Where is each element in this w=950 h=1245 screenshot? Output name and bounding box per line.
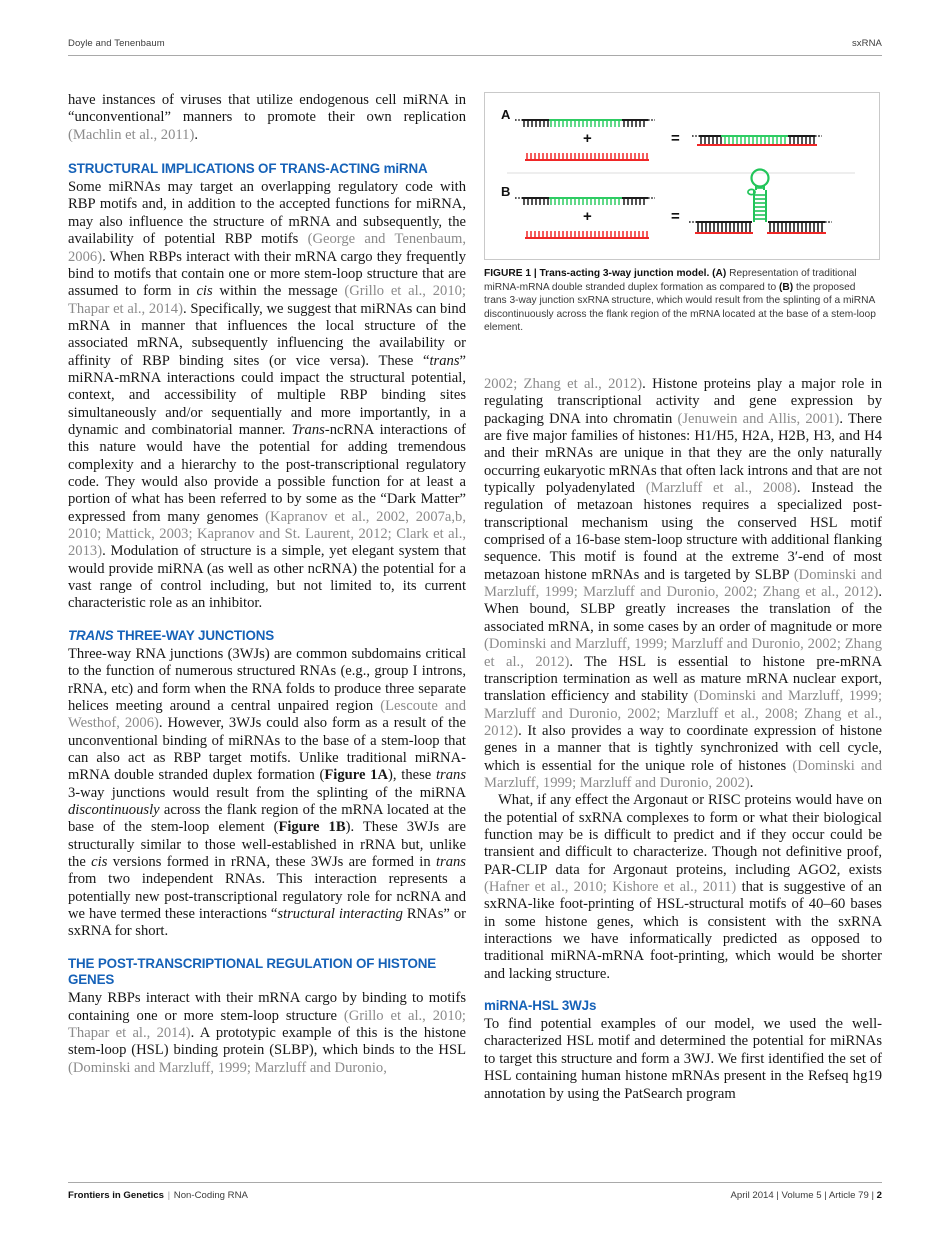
paragraph-structural-implications — [68, 179, 466, 613]
panel-a-equals-symbol: = — [671, 130, 680, 147]
footer-section: Non-Coding RNA — [173, 1190, 248, 1201]
figure-1-image — [484, 92, 880, 260]
text-run: To find potential examples of our model, we used the well-characterized HSL motif and determined the potential for miRNAs to target this structure and form a 3WJ. We first identified the set of HSL containing human histone mRNAs present in the Refseq hg19 annotation by using the PatSearch program — [484, 1016, 882, 1102]
section-heading-histone-genes — [68, 956, 466, 989]
emphasis: cis — [196, 283, 213, 300]
section-heading-trans-three-way-junctions — [68, 628, 466, 645]
text-run: . There are five major families of histones: H1/H5, H2A, H2B, H3, and H4 and their mRNAs are unique in that they are the only naturally occurring eukaryotic mRNAs that often lack introns and that are not typically polyadenylated — [484, 410, 882, 497]
text-run: across the flank region of the mRNA located at the base of the stem-loop element ( — [68, 801, 466, 836]
stem-loop-element — [748, 170, 769, 223]
caption-panel-b-tag: (B) — [779, 281, 794, 293]
citation: (George and Tenenbaum, 2006) — [68, 231, 466, 265]
panel-a-label: A — [501, 107, 511, 122]
text-run: that is suggestive of an sxRNA-like foot-printing of HSL-structural motifs of 40–60 bases in some histone genes, which is consistent with the sxRNA interactions we have informatically predicted as opposed to traditional miRNA-mRNA foot-printing, which would be shorter and lacking structure. — [484, 878, 882, 982]
caption-panel-a-text: Representation of traditional miRNA-mRNA double stranded duplex formation as compared to — [484, 268, 857, 293]
emphasis: trans — [435, 853, 466, 870]
text-run: . Modulation of structure is a simple, yet elegant system that would provide miRNA (as well as other ncRNA) the potential for a vast range of control including, but not limited to, its current characteristic role as an inhibitor. — [68, 543, 466, 612]
emphasis: trans — [436, 767, 467, 784]
panel-b-label: B — [501, 184, 511, 199]
citation: (Dominski and Marzluff, 1999; Marzluff and Duronio, 2002) — [484, 757, 883, 791]
terminal-loop — [752, 170, 769, 187]
emphasis: discontinuously — [68, 801, 160, 818]
panel-b-three-way-junction-result — [689, 170, 832, 234]
figure-1-diagram — [485, 93, 879, 259]
footer-page-number: 2 — [876, 1190, 882, 1201]
caption-title: FIGURE 1 | Trans-acting 3-way junction model. — [484, 268, 713, 279]
citation: (Jenuwein and Allis, 2001) — [677, 410, 840, 427]
citation: (Grillo et al., 2010; Thapar et al., 2014) — [68, 283, 466, 317]
text-run: within the message — [212, 283, 345, 300]
caption-panel-a-tag: (A) — [712, 268, 727, 279]
figure-reference-1b: Figure 1B — [278, 819, 346, 836]
text-run: What, if any effect the Argonaut or RISC proteins would have on the potential of sxRNA complexes to form or what their biological function may be is difficult to predict and if they occur could be transient and difficult to characterize. Though not definitive proof, PAR-CLIP data for Argonaut proteins, including AGO2, exists — [484, 792, 882, 878]
panel-b-plus-symbol: + — [583, 208, 592, 225]
text-run: . However, 3WJs could also form as a result of the unconventional binding of miRNAs to the base of a stem-loop that can also act as RBP target motifs. Unlike traditional miRNA-mRNA double stranded duplex formation ( — [68, 715, 466, 784]
paragraph-mirna-hsl — [484, 1016, 882, 1103]
text-run: . It also provides a way to coordinate expression of histone genes in a manner that is tightly synchronized with cell cycle, which is essential for the unique role of histones — [484, 722, 882, 774]
emphasis: trans — [429, 352, 460, 369]
citation: (Dominski and Marzluff, 1999; Marzluff and Duronio, 2002; Marzluff et al., 2008; Zhang et al., 2012) — [484, 688, 882, 739]
heading-text: THREE-WAY JUNCTIONS — [113, 627, 275, 643]
heading-text-italic: TRANS — [68, 627, 114, 643]
text-run: Many RBPs interact with their mRNA cargo by binding to motifs containing one or more stem-loop structure — [68, 990, 466, 1024]
section-heading-mirna-hsl-3wjs — [484, 998, 882, 1015]
paragraph-histone-regulation — [68, 990, 466, 1077]
paragraph-continued — [68, 92, 466, 144]
citation: (Kapranov et al., 2002, 2007a,b, 2010; Mattick, 2003; Kapranov and St. Laurent, 2012; Clark et al., 2013) — [68, 508, 466, 560]
text-run: -ncRNA interactions of this nature would have the potential for adding tremendous complexity and a hierarchy to the post-transcriptional regulatory code. They would also provide a possible function for at least a portion of what has been referred to by some as the “Dark Matter” expressed from many genomes — [68, 421, 466, 525]
caption-panel-b-text: the proposed trans 3-way junction sxRNA structure, which would result from the splinting of a miRNA discontinuously across the flank region of the mRNA located at the base of a stem-loop element. — [484, 281, 876, 334]
text-run: . When RBPs interact with their mRNA cargo they frequently bind to motifs that contain one or more stem-loop structure that are assumed to form in — [68, 248, 466, 300]
section-heading-structural-implications — [68, 161, 466, 178]
text-run: . Specifically, we suggest that miRNAs can bind mRNA in manner that influences the local structure of the associated mRNA, subsequently influencing the availability or affinity of RBP binding sites (or vice versa). These “ — [68, 300, 466, 369]
text-run: RNAs” or sxRNA for short. — [68, 905, 466, 940]
text-run: versions formed in rRNA, these 3WJs are formed in — [107, 853, 436, 870]
text-run: ), these — [388, 767, 436, 784]
heading-text: miRNA-HSL 3WJs — [484, 998, 597, 1014]
citation: (Marzluff et al., 2008) — [645, 480, 797, 497]
text-run: . — [194, 126, 198, 143]
footer-issue: April 2014 | Volume 5 | Article 79 | — [730, 1190, 877, 1201]
footer-separator: | — [164, 1190, 173, 1201]
text-run: . Instead the regulation of metazoan histones requires a specialized post-transcriptional mechanism using the conserved HSL motif comprised of a 16-base stem-loop structure with additional flanking sequence. This motif is found at the extreme 3′-end of most metazoan histone mRNAs and is targeted by SLBP — [484, 480, 883, 583]
text-run: . A prototypic example of this is the histone stem-loop (HSL) binding protein (SLBP), which binds to the HSL — [68, 1025, 466, 1059]
figure-1-caption — [484, 267, 880, 335]
footer-journal: Frontiers in Genetics — [68, 1190, 164, 1201]
text-run: . Histone proteins play a major role in regulating transcriptional activity and gene expression by packaging DNA into chromatin — [484, 376, 882, 427]
text-run: . — [749, 774, 754, 791]
page-footer — [68, 1190, 882, 1201]
panel-b-mirna-strand — [525, 231, 649, 238]
text-run: ” miRNA-mRNA interactions could impact the structural potential, context, and accessibility of multiple RBP binding sites simultaneously and/or sequentially and more importantly, in a dynamic and combinatorial manner. — [68, 352, 466, 438]
text-run: 3-way junctions would result from the splinting of the miRNA — [68, 784, 466, 801]
citation: 2002; Zhang et al., 2012) — [484, 376, 643, 392]
text-run: Three-way RNA junctions (3WJs) are common subdomains critical to the function of numerous structured RNAs (e.g., group I introns, rRNA, etc) and form when the RNA folds to produce three separate helices meeting around a central unpaired region — [68, 645, 466, 714]
text-run: have instances of viruses that utilize endogenous cell miRNA in “unconventional” manners to promote their own replication — [68, 92, 466, 126]
emphasis: cis — [91, 853, 108, 870]
panel-a-mrna-strand — [515, 120, 655, 127]
citation: (Lescoute and Westhof, 2006) — [68, 697, 466, 732]
text-run: ). These 3WJs are structurally similar to those well-established in rRNA but, unlike the — [68, 819, 466, 870]
panel-a-plus-symbol: + — [583, 130, 592, 147]
right-column — [484, 376, 882, 1103]
emphasis: Trans — [291, 421, 325, 438]
running-head-rule — [68, 55, 882, 56]
citation: (Dominski and Marzluff, 1999; Marzluff and Duronio, — [68, 1059, 387, 1076]
left-column — [68, 92, 466, 1077]
heading-text: THE POST-TRANSCRIPTIONAL REGULATION OF HISTONE GENES — [68, 955, 437, 988]
paragraph-three-way-junctions — [68, 646, 466, 941]
citation: (Dominski and Marzluff, 1999; Marzluff and Duronio, 2002; Zhang et al., 2012) — [484, 566, 882, 601]
footer-rule — [68, 1182, 882, 1183]
running-head-authors: Doyle and Tenenbaum — [68, 38, 165, 49]
panel-b-equals-symbol: = — [671, 208, 680, 225]
footer-issue-line — [731, 1190, 882, 1201]
text-run: . When bound, SLBP greatly increases the translation of the associated mRNA, in some cases by an order of magnitude or more — [484, 584, 882, 635]
figure-1 — [484, 92, 882, 335]
text-run: from two independent RNAs. This interaction represents a potentially new post-transcriptional regulatory role for ncRNA and we have termed these interactions “ — [68, 871, 466, 922]
citation: (Dominski and Marzluff, 1999; Marzluff and Duronio, 2002; Zhang et al., 2012) — [484, 636, 882, 670]
emphasis: structural interacting — [277, 905, 403, 922]
citation: (Machlin et al., 2011) — [68, 126, 195, 143]
citation: (Grillo et al., 2010; Thapar et al., 2014) — [68, 1007, 466, 1042]
paragraph-histone-proteins — [484, 376, 882, 792]
paragraph-argonaut-risc — [484, 792, 882, 983]
panel-a-mirna-strand — [525, 153, 649, 160]
heading-text: STRUCTURAL IMPLICATIONS OF TRANS-ACTING miRNA — [68, 161, 428, 177]
running-head-title: sxRNA — [851, 38, 882, 49]
text-run: . The HSL is essential to histone pre-mRNA transcription termination as well as mature mRNA nuclear export, translation efficiency and stability — [484, 653, 882, 705]
panel-a-duplex-result — [692, 136, 822, 145]
footer-journal-line — [68, 1190, 248, 1201]
panel-b-mrna-strand — [515, 198, 655, 205]
citation: (Hafner et al., 2010; Kishore et al., 2011) — [484, 878, 737, 895]
running-head — [68, 38, 882, 49]
figure-reference-1a: Figure 1A — [324, 767, 389, 784]
text-run: Some miRNAs may target an overlapping regulatory code with RBP motifs and, in addition to the accepted functions for miRNA, may also influence the structure of mRNA and subsequently, the availability of potential RBP motifs — [68, 179, 466, 248]
